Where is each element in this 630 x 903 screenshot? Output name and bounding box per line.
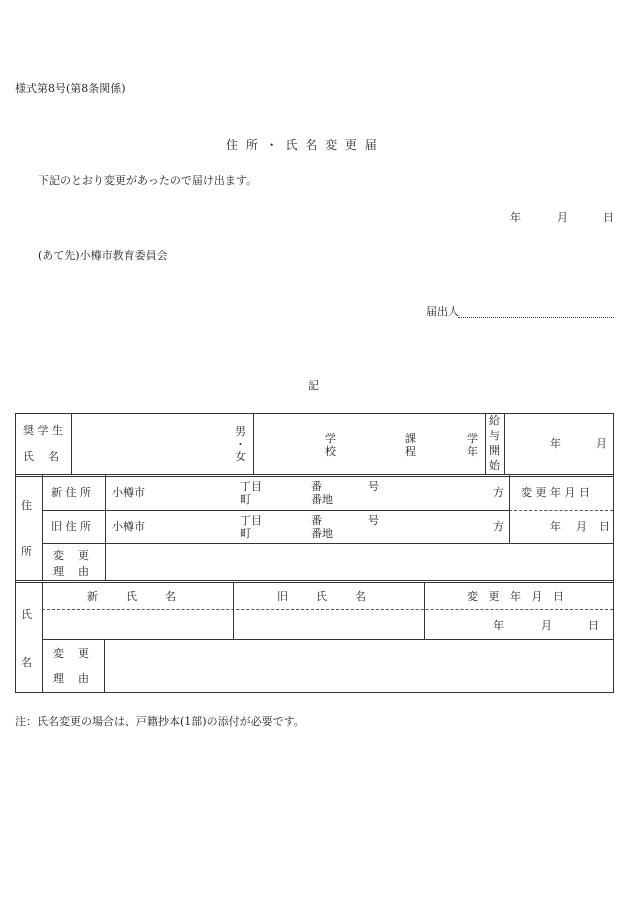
payment-year: 年 [550,437,561,450]
course-label-2: 程 [405,445,416,458]
address-change-day: 日 [599,520,610,533]
school-label-1: 学 [325,432,336,445]
new-address-banchi: 番地 [311,493,333,506]
old-address-label: 旧 住 所 [51,520,91,533]
new-address-chome: 丁目 [240,480,262,493]
form-number: 様式第8号(第8条関係) [15,82,126,95]
grade-label-1: 学 [467,432,478,445]
new-address-city: 小樽市 [112,486,145,499]
address-reason-label-2: 理 由 [53,565,89,578]
student-label-line2: 氏 名 [23,450,59,463]
addressee: (あて先)小樽市教育委員会 [38,249,168,262]
new-name-field[interactable] [44,611,232,637]
form-title: 住 所 ・ 氏 名 変 更 届 [226,138,379,152]
payment-month: 月 [596,437,607,450]
intro-text: 下記のとおり変更があったので届け出ます。 [38,174,258,187]
payment-start-char-4: 始 [489,459,500,472]
grade-label-2: 年 [467,445,478,458]
new-address-go: 号 [368,480,379,493]
payment-start-char-3: 開 [489,444,500,457]
submit-date-day: 日 [603,211,614,224]
old-name-label: 旧 氏 名 [277,590,366,603]
new-name-label: 新 氏 名 [87,590,176,603]
name-reason-field[interactable] [106,641,611,691]
old-address-city: 小樽市 [112,520,145,533]
school-label-2: 校 [325,445,336,458]
course-label-1: 課 [405,432,416,445]
new-address-ban: 番 [311,480,322,493]
submit-date-year: 年 [510,211,521,224]
address-change-year: 年 [550,520,561,533]
name-section-char-1: 氏 [21,608,32,621]
address-reason-field[interactable] [107,545,611,579]
old-address-machi: 町 [240,527,251,540]
footnote: 注：氏名変更の場合は、戸籍抄本(1部)の添付が必要です。 [15,715,305,728]
address-reason-label-1: 変 更 [53,549,89,562]
old-address-kata: 方 [493,520,504,533]
old-address-chome: 丁目 [240,514,262,527]
old-address-go: 号 [368,514,379,527]
name-change-day: 日 [588,619,599,632]
applicant-label: 届出人 [426,305,459,318]
name-reason-label-1: 変 更 [53,647,89,660]
gender-dot: ・ [235,438,246,451]
payment-start-char-1: 給 [489,414,500,427]
gender-female[interactable]: 女 [235,450,246,463]
name-section-char-2: 名 [21,656,32,669]
name-reason-label-2: 理 由 [53,672,89,685]
student-label-line1: 奨 学 生 [23,424,63,437]
name-change-date-label: 変 更 年 月 日 [467,590,564,603]
ki-heading: 記 [308,379,319,392]
new-address-label: 新 住 所 [51,486,91,499]
old-address-banchi: 番地 [311,527,333,540]
name-change-month: 月 [541,619,552,632]
old-address-ban: 番 [311,514,322,527]
new-address-machi: 町 [240,493,251,506]
gender-male[interactable]: 男 [235,425,246,438]
address-section-char-2: 所 [21,545,32,558]
address-change-month: 月 [576,520,587,533]
address-section-char-1: 住 [21,499,32,512]
name-change-year: 年 [493,619,504,632]
submit-date-month: 月 [557,211,568,224]
new-address-kata: 方 [493,486,504,499]
change-date-label: 変 更 年 月 日 [521,486,590,499]
payment-start-char-2: 与 [489,429,500,442]
old-name-field[interactable] [235,611,423,637]
change-form-table [15,413,614,693]
applicant-signature-line[interactable] [458,317,614,318]
student-name-field[interactable] [73,415,233,473]
